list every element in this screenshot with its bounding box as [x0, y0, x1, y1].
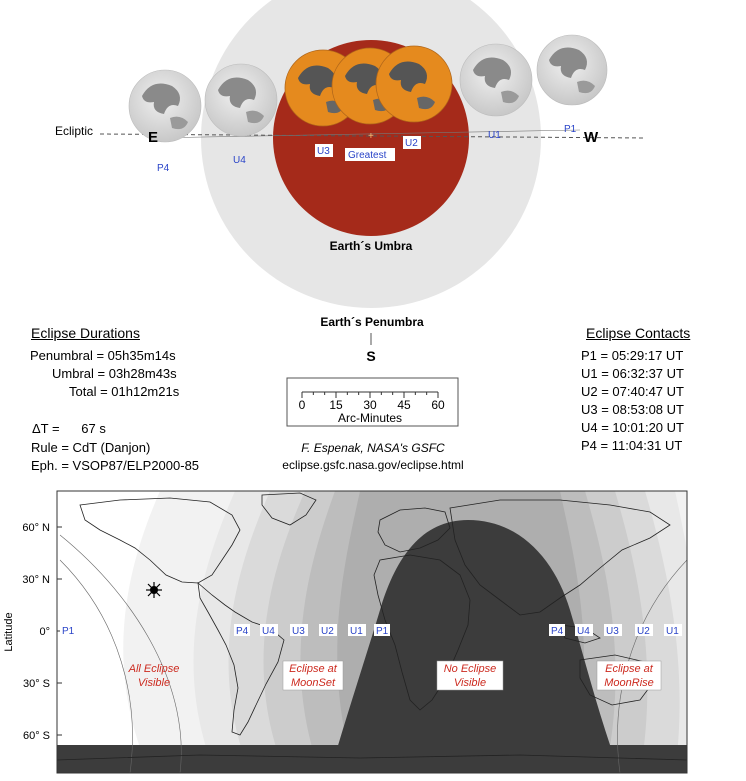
scale-tick-60: 60	[431, 398, 445, 412]
moon-u4	[205, 64, 277, 136]
ephemeris-line: Eph. = VSOP87/ELP2000-85	[31, 458, 200, 473]
contact-u1-time: U1 = 06:32:37 UT	[581, 366, 684, 381]
region-moonrise-line1: Eclipse at	[605, 663, 653, 675]
contacts-heading: Eclipse Contacts	[586, 325, 691, 341]
map-contact-u1-left: U1	[350, 626, 363, 637]
rule-line: Rule = CdT (Danjon)	[31, 440, 151, 455]
contact-u2-time: U2 = 07:40:47 UT	[581, 384, 684, 399]
lat-tick-60s: 60° S	[22, 730, 50, 742]
moon-u1	[460, 44, 532, 116]
moon-p1	[537, 35, 607, 105]
greatest-label: Greatest	[348, 150, 387, 161]
scale-tick-30: 30	[363, 398, 377, 412]
region-moonset-line2: MoonSet	[290, 677, 336, 689]
lat-tick-60n: 60° N	[22, 522, 50, 534]
east-label: E	[148, 129, 159, 146]
duration-total: Total = 01h12m21s	[69, 384, 180, 399]
map-contact-p1-west: P1	[62, 626, 75, 637]
scale-tick-45: 45	[397, 398, 411, 412]
region-all-eclipse-line2: Visible	[137, 677, 171, 689]
lat-tick-30n: 30° N	[22, 574, 50, 586]
moon-u2	[376, 46, 452, 122]
region-all-eclipse-line1: All Eclipse	[128, 663, 180, 675]
scale-tick-0: 0	[298, 398, 306, 412]
map-contact-u2-left: U2	[321, 626, 334, 637]
contact-p1-label: P1	[564, 124, 577, 135]
map-contact-p4-left: P4	[236, 626, 249, 637]
lat-tick-0: 0°	[39, 626, 50, 638]
west-label: W	[584, 129, 599, 146]
subsolar-point-icon	[146, 582, 162, 598]
moon-p4	[129, 70, 201, 142]
region-no-eclipse-line2: Visible	[453, 677, 487, 689]
scale-label: Arc-Minutes	[337, 411, 403, 425]
map-contact-u3-left: U3	[292, 626, 305, 637]
durations-heading: Eclipse Durations	[31, 325, 140, 341]
south-label: S	[366, 348, 376, 364]
penumbra-label: Earth´s Penumbra	[320, 315, 424, 329]
duration-umbral: Umbral = 03h28m43s	[52, 366, 177, 381]
map-contact-u2-right: U2	[637, 626, 650, 637]
contact-u3-time: U3 = 08:53:08 UT	[581, 402, 684, 417]
credit-author: F. Espenak, NASA's GSFC	[301, 441, 445, 455]
contact-p4-time: P4 = 11:04:31 UT	[581, 438, 683, 453]
map-contact-p4-right: P4	[551, 626, 564, 637]
contact-u4-time: U4 = 10:01:20 UT	[581, 420, 684, 435]
duration-penumbral: Penumbral = 05h35m14s	[30, 348, 176, 363]
contact-u2-label: U2	[405, 138, 418, 149]
contact-u3-label: U3	[317, 146, 330, 157]
ecliptic-label: Ecliptic	[55, 124, 94, 138]
lat-tick-30s: 30° S	[22, 678, 50, 690]
delta-t: ΔT = 67 s	[32, 421, 106, 436]
region-moonset-line1: Eclipse at	[289, 663, 337, 675]
contact-u1-label: U1	[488, 130, 501, 141]
credit-url: eclipse.gsfc.nasa.gov/eclipse.html	[282, 458, 464, 472]
umbra-label: Earth´s Umbra	[329, 239, 413, 253]
map-contact-u3-right: U3	[606, 626, 619, 637]
map-contact-u1-right: U1	[666, 626, 679, 637]
contact-u4-label: U4	[233, 155, 246, 166]
contact-p1-time: P1 = 05:29:17 UT	[581, 348, 684, 363]
region-moonrise-line2: MoonRise	[604, 677, 654, 689]
contact-p4-label: P4	[157, 163, 170, 174]
map-contact-u4-right: U4	[577, 626, 590, 637]
latitude-axis-label: Latitude	[3, 612, 15, 652]
region-no-eclipse-line1: No Eclipse	[443, 663, 497, 675]
scale-tick-15: 15	[329, 398, 343, 412]
map-contact-u4-left: U4	[262, 626, 275, 637]
map-contact-p1-center: P1	[376, 626, 389, 637]
center-cross: +	[368, 131, 374, 142]
